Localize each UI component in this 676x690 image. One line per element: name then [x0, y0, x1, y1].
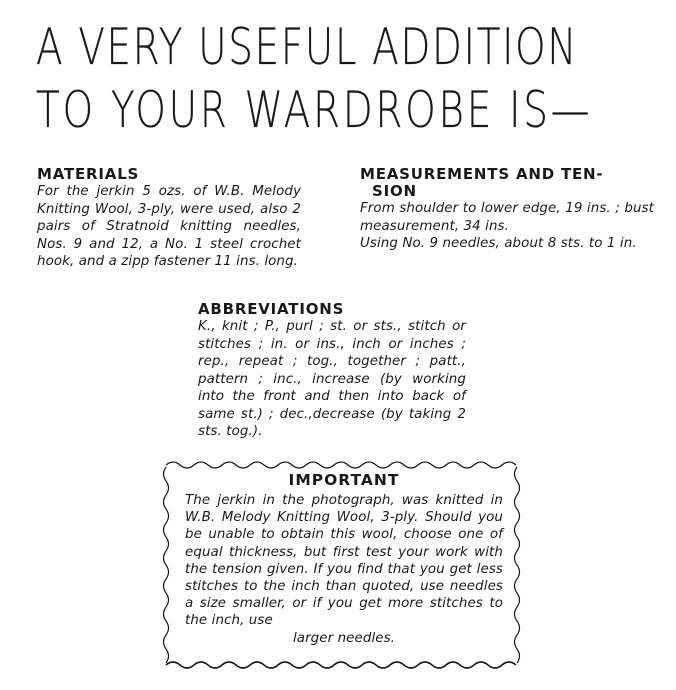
measurements-heading-line-1: MEASUREMENTS AND TEN-: [360, 165, 604, 183]
important-heading: IMPORTANT: [288, 471, 400, 489]
measurements-heading-line-2: SION: [372, 182, 417, 200]
abbreviations-heading: ABBREVIATIONS: [198, 300, 345, 318]
page-title-line-1: A VERY USEFUL ADDITION: [36, 18, 579, 76]
page-title-line-2: TO YOUR WARDROBE IS—: [36, 81, 593, 139]
materials-heading: MATERIALS: [37, 165, 140, 183]
important-text: The jerkin in the photograph, was knitted in W.B. Melody Knitting Wool, 3-ply. Should you be unable to obtain this wool, choose one of equal thickness, but first test your work with the tension given. If you find that you get less stitches to the inch than quoted, use needles a size smaller, or if you get more stitches to the inch, use: [185, 493, 503, 629]
abbreviations-text: K., knit ; P., purl ; st. or sts., stitch or stitches ; in. or ins., inch or inches ; rep., repeat ; tog., together ; patt., pattern ; inc., increase (by working into the front and then into back of same st.) ; dec.,decrease (by taking 2 sts. tog.).: [198, 319, 466, 439]
important-box: [160, 457, 522, 672]
abbreviations-section: [198, 301, 466, 441]
materials-section: [37, 166, 301, 271]
measurements-text: From shoulder to lower edge, 19 ins. ; bust measurement, 34 ins.: [360, 201, 654, 234]
measurements-section: [360, 166, 654, 253]
important-last-line: larger needles.: [292, 630, 396, 646]
tension-text: Using No. 9 needles, about 8 sts. to 1 in.: [360, 236, 637, 251]
materials-text: For the jerkin 5 ozs. of W.B. Melody Knitting Wool, 3-ply, were used, also 2 pairs of Stratnoid knitting needles, Nos. 9 and 12, a No. 1 steel crochet hook, and a zipp fastener 11 ins. long.: [37, 184, 301, 269]
